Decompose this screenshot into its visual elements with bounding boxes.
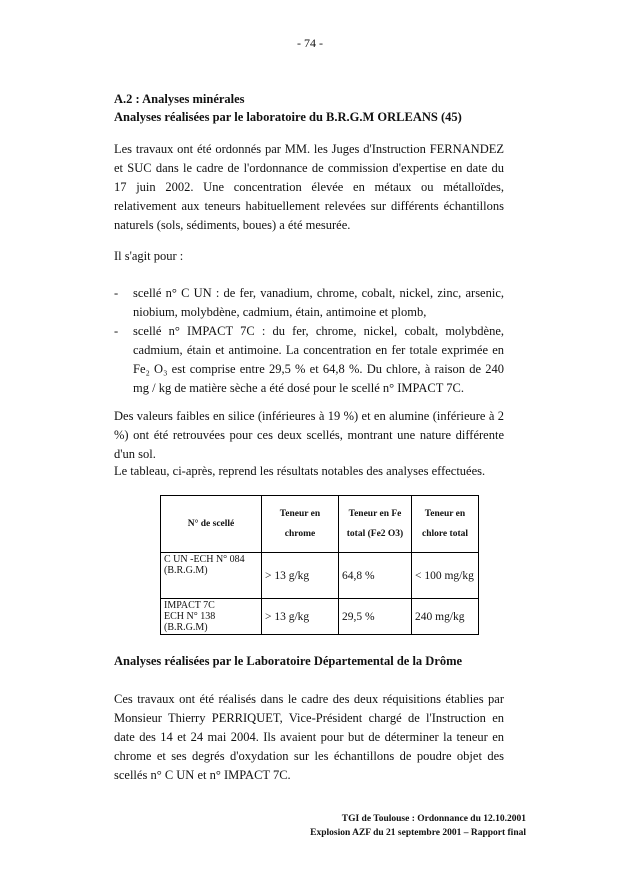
bullet-text: scellé n° IMPACT 7C : du fer, chrome, nickel, cobalt, molybdène, cadmium, étain et antimoine. La concentration en fer totale exprimée en Fe₂ O₃ est comprise entre 29,5 % et 64,8 %. Du chlore, à raison de 240 mg / kg de matière sèche a été dosé pour le scellé n° IMPACT 7C. <box>133 324 504 395</box>
footer <box>310 812 526 840</box>
bullet-dash: - <box>114 324 119 338</box>
table-row <box>161 599 479 635</box>
silica-paragraph: Des valeurs faibles en silice (inférieures à 19 %) et en alumine (inférieure à 2 %) ont été retrouvées pour ces deux scellés, montrant une nature différente d'un sol. <box>114 409 504 461</box>
bullet-item-impact-7c <box>114 322 504 398</box>
col-header-chrome: Teneur en chrome <box>262 496 339 553</box>
id-line: ECH N° 138 <box>164 611 216 622</box>
cell-scelle-id <box>161 599 262 635</box>
cell-scelle-id <box>161 553 262 599</box>
footer-line-2: Explosion AZF du 21 septembre 2001 – Rapport final <box>310 828 526 838</box>
cell-chrome: > 13 g/kg <box>262 599 339 635</box>
bullet-text: scellé n° C UN : de fer, vanadium, chrome, cobalt, nickel, zinc, arsenic, niobium, molybdène, cadmium, étain, antimoine et plomb, <box>133 286 504 319</box>
table-intro: Le tableau, ci-après, reprend les résultats notables des analyses effectuées. <box>114 464 486 478</box>
id-line: C UN -ECH N° 084 <box>164 554 245 565</box>
list-intro: Il s'agit pour : <box>114 249 184 263</box>
id-line: (B.R.G.M) <box>164 565 208 576</box>
drome-subsection-title: Analyses réalisées par le Laboratoire Départemental de la Drôme <box>114 654 463 668</box>
intro-paragraph: Les travaux ont été ordonnés par MM. les Juges d'Instruction FERNANDEZ et SUC dans le cadre de l'ordonnance de commission d'expertise en date du 17 juin 2002. Une concentration élevée en métaux ou métalloïdes, relativement aux teneurs habituellement relevées sur différents échantillons naturels (sols, sédiments, boues) a été mesurée. <box>114 142 504 232</box>
results-table <box>160 495 479 635</box>
bullet-dash: - <box>114 286 119 300</box>
page-number: - 74 - <box>297 36 323 50</box>
cell-fe: 29,5 % <box>339 599 412 635</box>
cell-chrome: > 13 g/kg <box>262 553 339 599</box>
table-row <box>161 553 479 599</box>
section-title: A.2 : Analyses minérales <box>114 92 245 106</box>
cell-fe: 64,8 % <box>339 553 412 599</box>
cell-chlore: < 100 mg/kg <box>412 553 479 599</box>
cell-chlore: 240 mg/kg <box>412 599 479 635</box>
id-line: (B.R.G.M) <box>164 622 208 633</box>
col-header-scelle: N° de scellé <box>161 496 262 553</box>
footer-line-1: TGI de Toulouse : Ordonnance du 12.10.2001 <box>341 814 526 824</box>
col-header-chlore: Teneur en chlore total <box>412 496 479 553</box>
table-header-row <box>161 496 479 553</box>
id-line: IMPACT 7C <box>164 600 215 611</box>
col-header-fe: Teneur en Fe total (Fe2 O3) <box>339 496 412 553</box>
bullet-item-c-un <box>114 284 504 322</box>
drome-paragraph: Ces travaux ont été réalisés dans le cadre des deux réquisitions établies par Monsieur Thierry PERRIQUET, Vice-Président chargé de l'Instruction en date des 14 et 24 mai 2004. Ils avaient pour but de déterminer la teneur en chrome et ses degrés d'oxydation sur les échantillons de poudre objet des scellés n° C UN et n° IMPACT 7C. <box>114 692 504 782</box>
brgm-subsection-title: Analyses réalisées par le laboratoire du B.R.G.M ORLEANS (45) <box>114 110 462 124</box>
